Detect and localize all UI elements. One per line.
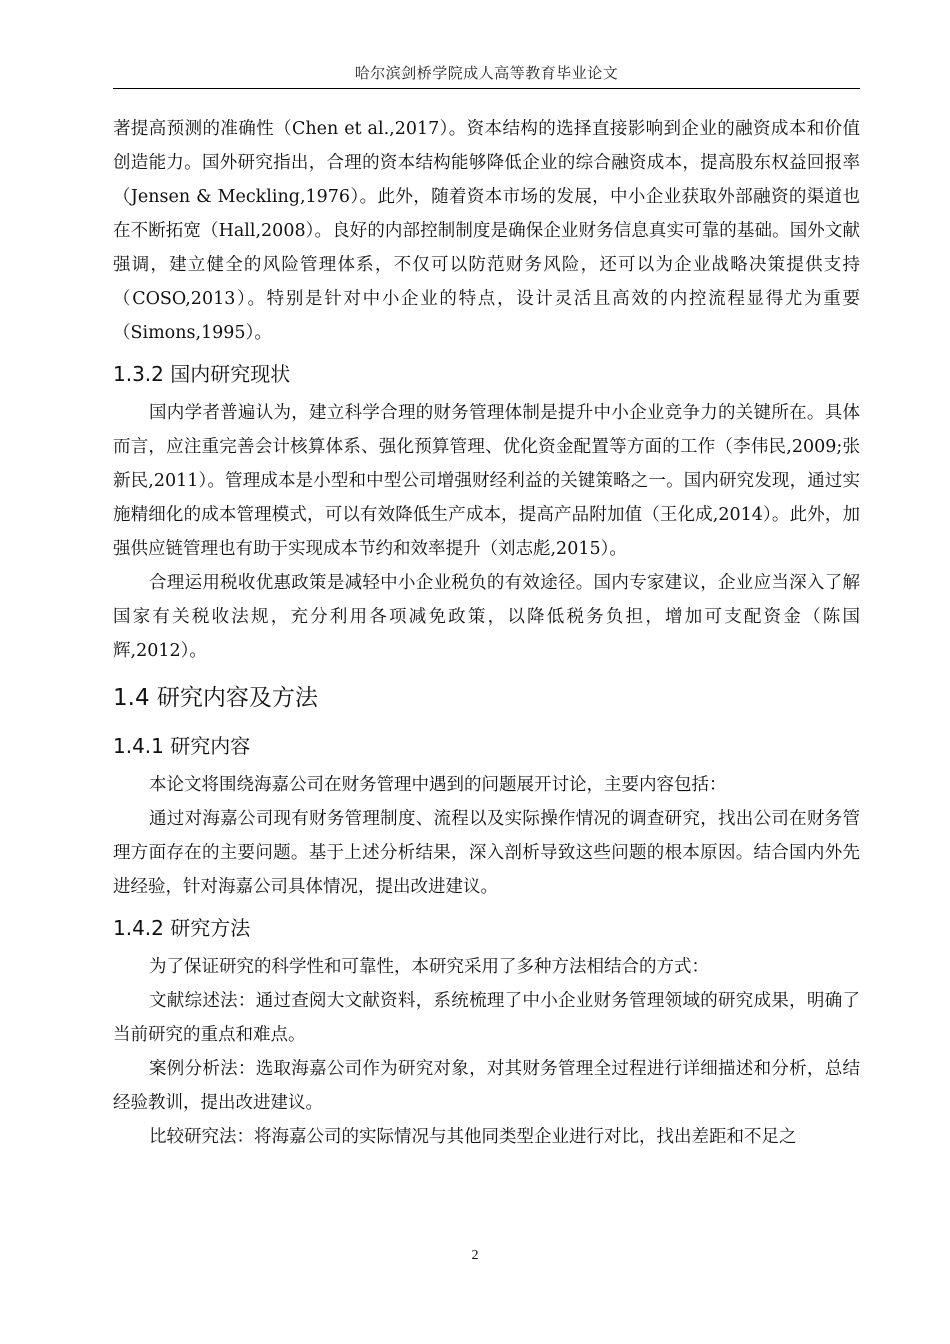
section-heading-1-4: 1.4 研究内容及方法 xyxy=(113,685,318,711)
page-number: 2 xyxy=(471,1248,479,1263)
section-heading-1-3-2: 1.3.2 国内研究现状 xyxy=(113,362,291,386)
section-heading-1-4-1: 1.4.1 研究内容 xyxy=(113,734,251,758)
paragraph: 国内学者普遍认为，建立科学合理的财务管理体制是提升中小企业竞争力的关键所在。具体而言，应注重完善会计核算体系、强化预算管理、优化资金配置等方面的工作（李伟民,2009;张新民,2011）。管理成本是小型和中型公司增强财经利益的关键策略之一。国内研究发现，通过实施精细化的成本管理模式，可以有效降低生产成本，提高产品附加值（王化成,2014）。此外，加强供应链管理也有助于实现成本节约和效率提升（刘志彪,2015）。 xyxy=(113,403,860,559)
page-body xyxy=(113,112,860,1154)
paragraph: 比较研究法：将海嘉公司的实际情况与其他同类型企业进行对比，找出差距和不足之 xyxy=(149,1127,797,1147)
paragraph: 本论文将围绕海嘉公司在财务管理中遇到的问题展开讨论，主要内容包括： xyxy=(149,775,727,795)
running-header: 哈尔滨剑桥学院成人高等教育毕业论文 xyxy=(354,64,619,82)
paragraph: 著提高预测的准确性（Chen et al.,2017）。资本结构的选择直接影响到企业的融资成本和价值创造能力。国外研究指出，合理的资本结构能够降低企业的综合融资成本，提高股东权益回报率（Jensen & Meckling,1976）。此外，随着资本市场的发展，中小企业获取外部融资的渠道也在不断拓宽（Hall,2008）。良好的内部控制制度是确保企业财务信息真实可靠的基础。国外文献强调，建立健全的风险管理体系，不仅可以防范财务风险，还可以为企业战略决策提供支持（COSO,2013）。特别是针对中小企业的特点，设计灵活且高效的内控流程显得尤为重要（Simons,1995）。 xyxy=(113,119,860,343)
paragraph: 文献综述法：通过查阅大文献资料，系统梳理了中小企业财务管理领域的研究成果，明确了当前研究的重点和难点。 xyxy=(113,991,860,1045)
paragraph: 案例分析法：选取海嘉公司作为研究对象，对其财务管理全过程进行详细描述和分析，总结经验教训，提出改进建议。 xyxy=(113,1059,860,1113)
section-heading-1-4-2: 1.4.2 研究方法 xyxy=(113,916,251,940)
paragraph: 通过对海嘉公司现有财务管理制度、流程以及实际操作情况的调查研究，找出公司在财务管理方面存在的主要问题。基于上述分析结果，深入剖析导致这些问题的根本原因。结合国内外先进经验，针对海嘉公司具体情况，提出改进建议。 xyxy=(113,809,860,897)
header-divider xyxy=(113,88,860,89)
paragraph: 为了保证研究的科学性和可靠性，本研究采用了多种方法相结合的方式： xyxy=(149,957,709,977)
paragraph: 合理运用税收优惠政策是减轻中小企业税负的有效途径。国内专家建议，企业应当深入了解国家有关税收法规，充分利用各项减免政策，以降低税务负担，增加可支配资金（陈国辉,2012）。 xyxy=(113,573,860,661)
